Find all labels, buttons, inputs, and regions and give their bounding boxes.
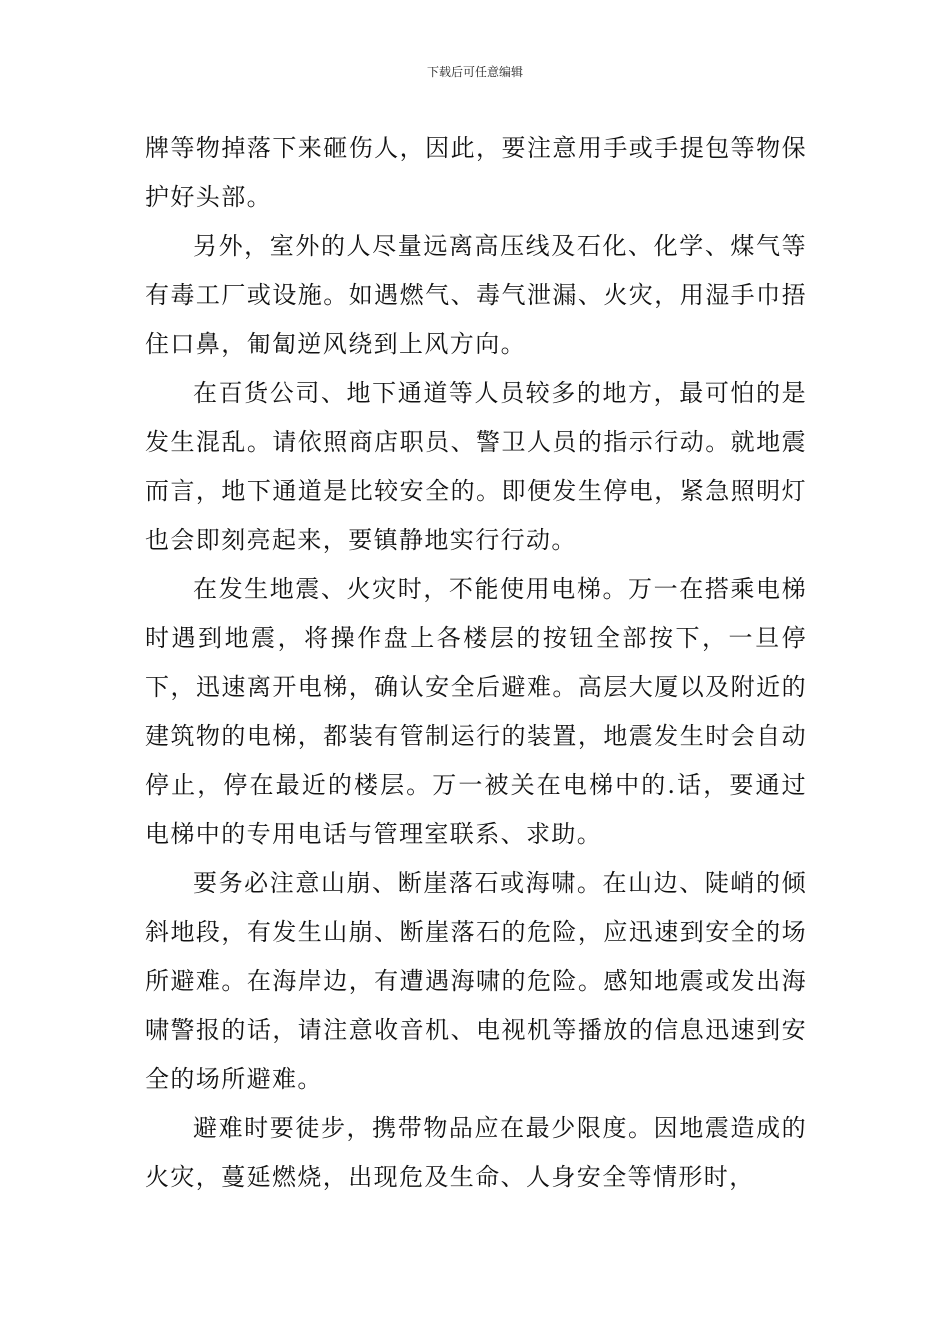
paragraph-2: 另外，室外的人尽量远离高压线及石化、化学、煤气等有毒工厂或设施。如遇燃气、毒气泄漏、火灾，用湿手巾捂住口鼻，匍匐逆风绕到上风方向。 [145,232,807,358]
document-body [145,124,807,1202]
paragraph-5: 要务必注意山崩、断崖落石或海啸。在山边、陡峭的倾斜地段，有发生山崩、断崖落石的危险，应迅速到安全的场所避难。在海岸边，有遭遇海啸的危险。感知地震或发出海啸警报的话，请注意收音机、电视机等播放的信息迅速到安全的场所避难。 [145,869,807,1093]
paragraph-6: 避难时要徒步，携带物品应在最少限度。因地震造成的火灾，蔓延燃烧，出现危及生命、人身安全等情形时， [145,1114,807,1191]
page-header: 下载后可任意编辑 [426,65,523,79]
paragraph-3: 在百货公司、地下通道等人员较多的地方，最可怕的是发生混乱。请依照商店职员、警卫人员的指示行动。就地震而言，地下通道是比较安全的。即便发生停电，紧急照明灯也会即刻亮起来，要镇静地实行行动。 [145,379,807,554]
paragraph-4: 在发生地震、火灾时，不能使用电梯。万一在搭乘电梯时遇到地震，将操作盘上各楼层的按钮全部按下，一旦停下，迅速离开电梯，确认安全后避难。高层大厦以及附近的建筑物的电梯，都装有管制运行的装置，地震发生时会自动停止，停在最近的楼层。万一被关在电梯中的.话，要通过电梯中的专用电话与管理室联系、求助。 [145,575,807,848]
paragraph-1: 牌等物掉落下来砸伤人，因此，要注意用手或手提包等物保护好头部。 [145,134,807,211]
